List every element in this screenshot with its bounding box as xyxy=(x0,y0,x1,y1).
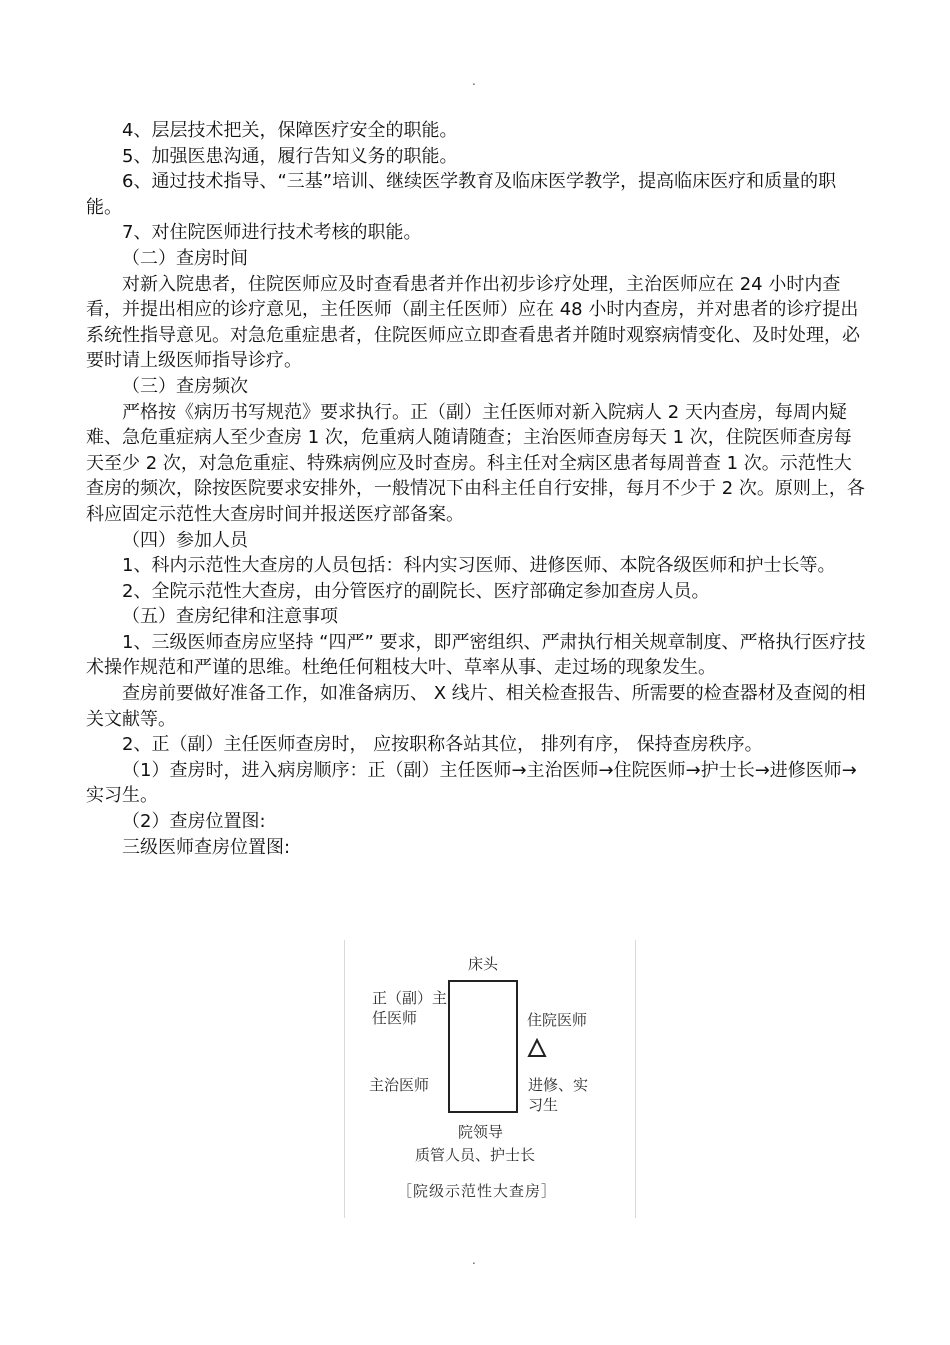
paragraph-entry-order: （1）查房时，进入病房顺序：正（副）主任医师→主治医师→住院医师→护士长→进修医师→实习生。 xyxy=(86,759,857,807)
paragraph-duty-5: 5、加强医患沟通，履行告知义务的职能。 xyxy=(122,145,458,167)
paragraph-discipline-1: 1、三级医师查房应坚持 “四严” 要求，即严密组织、严肃执行相关规章制度、严格执行医疗技术操作规范和严谨的思维。杜绝任何粗枝大叶、草率从事、走过场的现象发生。 xyxy=(86,631,866,679)
paragraph-preparation: 查房前要做好准备工作，如准备病历、 X 线片、相关检查报告、所需要的检查器材及查阅的相关文献等。 xyxy=(86,683,866,730)
label-bed-head: 床头 xyxy=(468,955,499,973)
paragraph-duty-6: 6、通过技术指导、“三基”培训、继续医学教育及临床医学教学，提高临床医疗和质量的职能。 xyxy=(86,171,837,218)
triangle-outline-icon xyxy=(527,1038,547,1058)
section-heading-discipline: （五）查房纪律和注意事项 xyxy=(122,606,338,628)
paragraph-discipline-2: 2、正（副）主任医师查房时， 应按职称各站其位， 排列有序， 保持查房秩序。 xyxy=(122,734,763,756)
top-mark: . xyxy=(472,74,476,88)
label-attending-physician: 主治医师 xyxy=(369,1076,430,1094)
paragraph-participants-1: 1、科内示范性大查房的人员包括：科内实习医师、进修医师、本院各级医师和护士长等。 xyxy=(122,555,836,577)
label-chief-physician: 正（副）主任医师 xyxy=(372,989,448,1027)
label-quality-staff: 质管人员、护士长 xyxy=(415,1146,536,1164)
paragraph-rounds-time: 对新入院患者，住院医师应及时查看患者并作出初步诊疗处理，主治医师应在 24 小时内查看，并提出相应的诊疗意见，主任医师（副主任医师）应在 48 小时内查房，并对患者的诊疗提出系统性指导意见。对急危重症患者，住院医师应立即查看患者并随时观察病情变化、及时处理，必要时请上级医师指导诊疗。 xyxy=(86,273,860,372)
section-heading-rounds-frequency: （三）查房频次 xyxy=(122,375,248,397)
document-body xyxy=(86,118,866,860)
label-resident-physician: 住院医师 xyxy=(527,1011,588,1029)
paragraph-duty-4: 4、层层技术把关，保障医疗安全的职能。 xyxy=(122,120,458,141)
section-heading-participants: （四）参加人员 xyxy=(122,529,248,551)
paragraph-rounds-frequency: 严格按《病历书写规范》要求执行。正（副）主任医师对新入院病人 2 天内查房，每周内疑难、急危重症病人至少查房 1 次，危重病人随请随查；主治医师查房每天 1 次，住院医师查房每天至少 2 次，对急危重症、特殊病例应及时查房。科主任对全病区患者每周普查 1 次。示范性大查房的频次，除按医院要求安排外，一般情况下由科主任自行安排，每月不少于 2 次。原则上，各科应固定示范性大查房时间并报送医疗部备案。 xyxy=(86,401,865,525)
paragraph-position-map: （2）查房位置图: xyxy=(122,811,266,833)
bottom-mark: . xyxy=(472,1253,476,1267)
figure-caption: ［院级示范性大查房］ xyxy=(397,1182,558,1200)
label-trainee: 进修、实习生 xyxy=(528,1076,589,1114)
figure-intro: 三级医师查房位置图: xyxy=(122,836,291,858)
paragraph-duty-7: 7、对住院医师进行技术考核的职能。 xyxy=(122,222,422,244)
label-hospital-leader: 院领导 xyxy=(458,1123,504,1141)
section-heading-rounds-time: （二）查房时间 xyxy=(122,247,248,269)
paragraph-participants-2: 2、全院示范性大查房，由分管医疗的副院长、医疗部确定参加查房人员。 xyxy=(122,580,710,602)
rounds-position-diagram xyxy=(344,940,636,1218)
bed-rectangle xyxy=(448,980,518,1113)
